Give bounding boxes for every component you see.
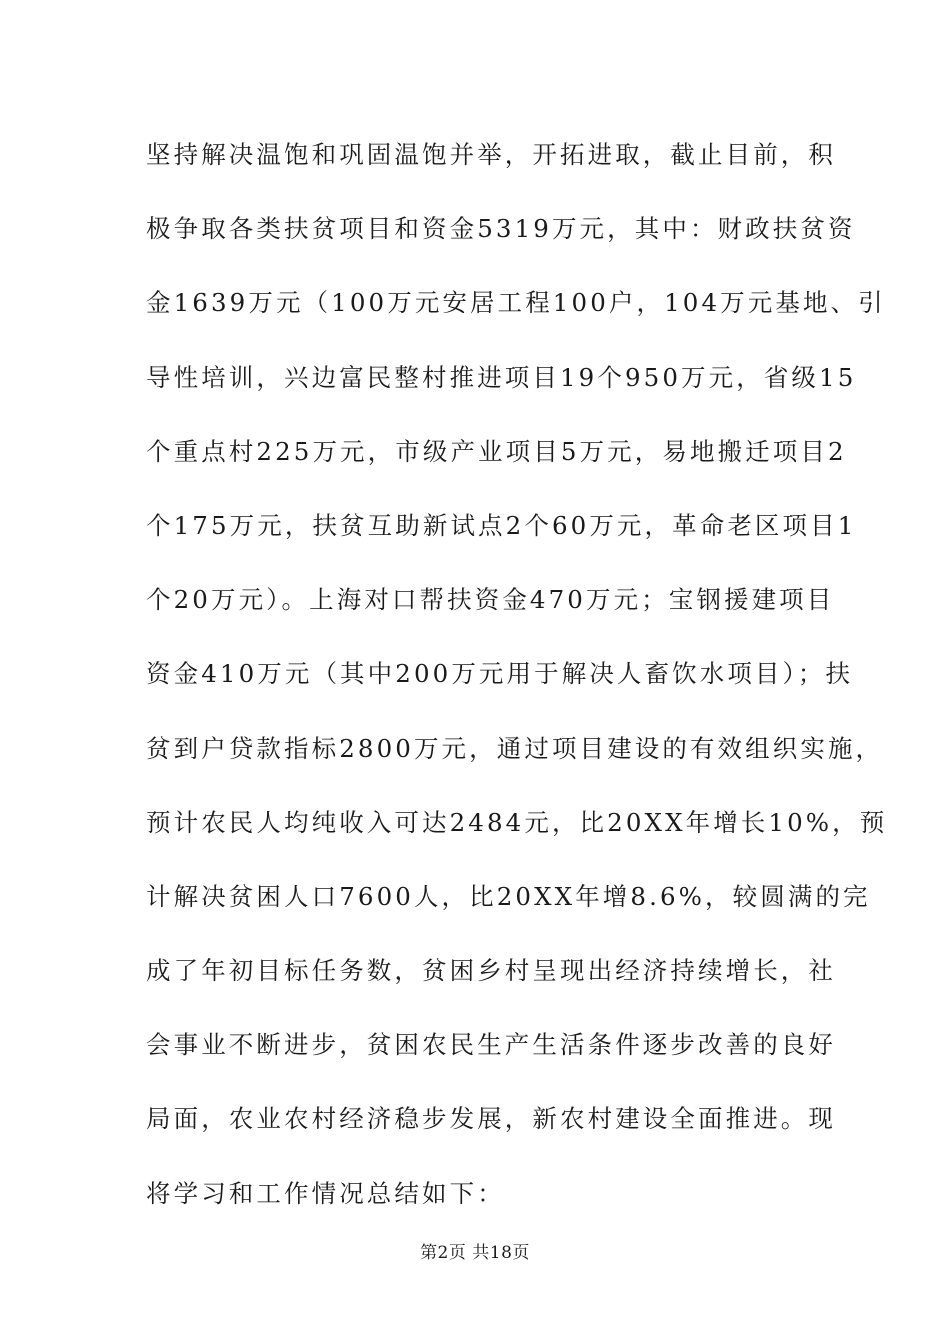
paragraph-line: 个20万元）。上海对口帮扶资金470万元；宝钢援建项目 [146,585,835,615]
paragraph-line: 贫到户贷款指标2800万元，通过项目建设的有效组织实施， [146,733,884,763]
paragraph-line: 导性培训，兴边富民整村推进项目19个950万元，省级15 [146,362,857,392]
paragraph-line: 成了年初目标任务数，贫困乡村呈现出经济持续增长，社 [146,956,836,986]
paragraph-line: 坚持解决温饱和巩固温饱并举，开拓进取，截止目前，积 [146,140,836,169]
paragraph-line: 资金410万元（其中200万元用于解决人畜饮水项目）；扶 [146,659,854,689]
paragraph-line: 将学习和工作情况总结如下： [146,1178,505,1208]
paragraph-line: 计解决贫困人口7600人，比20XX年增8.6%，较圆满的完 [146,881,871,911]
paragraph-line: 极争取各类扶贫项目和资金5319万元，其中：财政扶贫资 [146,214,856,244]
paragraph-line: 个175万元，扶贫互助新试点2个60万元，革命老区项目1 [146,510,857,540]
page-number-footer: 第2页 共18页 [420,1243,530,1263]
paragraph-line: 局面，农业农村经济稳步发展，新农村建设全面推进。现 [146,1104,836,1134]
paragraph-line: 金1639万元（100万元安居工程100户，104万元基地、引 [146,288,886,318]
paragraph-line: 预计农民人均纯收入可达2484元，比20XX年增长10%，预 [146,807,888,837]
body-paragraph [146,133,888,1246]
paragraph-line: 个重点村225万元，市级产业项目5万元，易地搬迁项目2 [146,436,847,466]
paragraph-line: 会事业不断进步，贫困农民生产生活条件逐步改善的良好 [146,1030,836,1060]
